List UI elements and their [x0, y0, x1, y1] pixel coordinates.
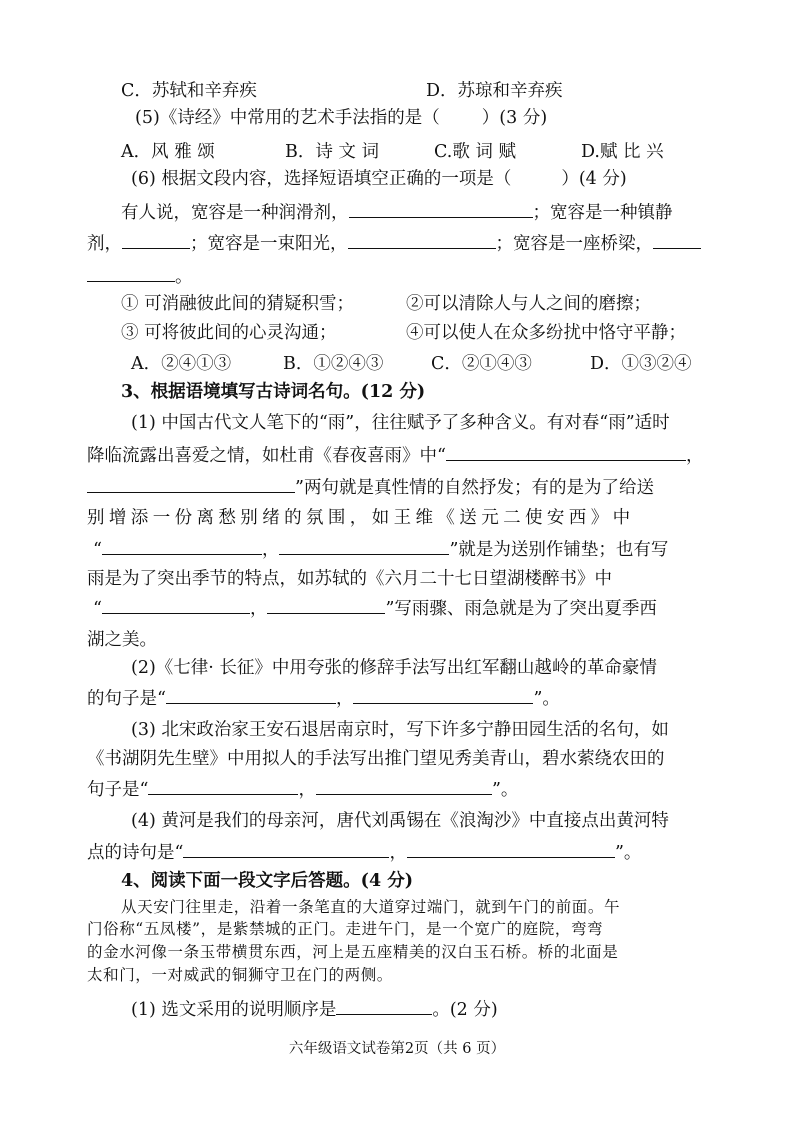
q3-p1-line6: 雨是为了突出季节的特点，如苏轼的《六月二十七日望湖楼醉书》中 [87, 569, 612, 589]
sub5-option-a: A．风 雅 颂 [121, 142, 215, 162]
q3-p1-line3: ”两句就是真性情的自然抒发；有的是为了给送 [87, 475, 654, 500]
q3-p1-line2: 降临流露出喜爱之情，如杜甫《春夜喜雨》中“ ， [87, 443, 703, 468]
q3-p2-line1: (2)《七律· 长征》中用夸张的修辞手法写出红军翻山越岭的革命豪情 [131, 658, 657, 678]
q3-p1-line4: 别增添一份离愁别绪的氛围，如王维《送元二使安西》中 [87, 508, 635, 528]
sub6-passage-line1: 有人说，宽容是一种润滑剂， ；宽容是一种镇静 [121, 200, 673, 225]
answer-blank[interactable] [349, 200, 533, 218]
answer-blank[interactable] [87, 264, 175, 282]
q4-passage-line4: 太和门，一对威武的铜狮守卫在门的两侧。 [87, 966, 393, 984]
sub5-option-b: B．诗 文 词 [285, 142, 379, 162]
answer-blank[interactable] [267, 596, 385, 614]
q4-passage-line1: 从天安门往里走，沿着一条笔直的大道穿过端门，就到午门的前面。午 [121, 898, 621, 916]
answer-blank[interactable] [166, 686, 336, 704]
answer-blank[interactable] [102, 537, 262, 555]
q4-title: 4、阅读下面一段文字后答题。(4 分) [121, 871, 414, 891]
q3-p1-line7: “ ， ”写雨骤、雨急就是为了突出夏季西 [93, 596, 657, 621]
sub6-option-d: D．①③②④ [590, 354, 692, 374]
answer-blank[interactable] [407, 840, 615, 858]
q3-p3-line3: 句子是“ ， ”。 [87, 777, 518, 802]
sub5-stem: (5)《诗经》中常用的艺术手法指的是（ ）(3 分) [135, 108, 548, 128]
answer-blank[interactable] [87, 475, 295, 493]
answer-blank[interactable] [653, 231, 701, 249]
q3-p4-line1: (4) 黄河是我们的母亲河，唐代刘禹锡在《浪淘沙》中直接点出黄河特 [131, 811, 669, 831]
sub6-option-b: B．①②④③ [283, 354, 384, 374]
sub6-passage-line2: 剂， ；宽容是一束阳光， ；宽容是一座桥梁， [87, 231, 701, 256]
q4-passage-line2: 门俗称“五凤楼”，是紫禁城的正门。走进午门，是一个宽广的庭院，弯弯 [87, 920, 604, 938]
sub5-option-c: C.歌 词 赋 [434, 142, 516, 162]
q4-passage-line3: 的金水河像一条玉带横贯东西，河上是五座精美的汉白玉石桥。桥的北面是 [87, 943, 619, 961]
answer-blank[interactable] [279, 537, 449, 555]
q3-p1-line5: “ ， ”就是为送别作铺垫；也有写 [93, 537, 668, 562]
q3-p4-line2: 点的诗句是“ ， ”。 [87, 840, 641, 865]
answer-blank[interactable] [148, 777, 298, 795]
option-c-line: C．苏轼和辛弃疾 [121, 81, 257, 101]
answer-blank[interactable] [122, 231, 190, 249]
q3-p1-line8: 湖之美。 [87, 630, 157, 650]
answer-blank[interactable] [336, 997, 432, 1015]
option-d-line: D．苏琼和辛弃疾 [426, 81, 563, 101]
page-footer: 六年级语文试卷第2页（共 6 页） [288, 1041, 506, 1057]
sub6-option-c: C．②①④③ [431, 354, 532, 374]
sub6-option-a: A．②④①③ [131, 354, 232, 374]
q3-p1-line1: (1) 中国古代文人笔下的“雨”，往往赋予了多种含义。有对春“雨”适时 [131, 413, 670, 433]
phrase-2: ②可以清除人与人之间的磨擦； [406, 294, 651, 314]
q3-p3-line1: (3) 北宋政治家王安石退居南京时，写下许多宁静田园生活的名句，如 [131, 720, 669, 740]
sub5-option-d: D.赋 比 兴 [581, 142, 664, 162]
phrase-1: ① 可消融彼此间的猜疑积雪； [121, 294, 355, 314]
sub6-passage-line3: 。 [87, 264, 193, 289]
q3-p3-line2: 《书湖阴先生壁》中用拟人的手法写出推门望见秀美青山，碧水萦绕农田的 [87, 749, 665, 769]
q4-sub1: (1) 选文采用的说明顺序是 。(2 分) [131, 997, 498, 1022]
phrase-3: ③ 可将彼此间的心灵沟通； [121, 323, 337, 343]
answer-blank[interactable] [353, 686, 533, 704]
sub6-stem: (6) 根据文段内容，选择短语填空正确的一项是（ ）(4 分) [131, 169, 627, 189]
answer-blank[interactable] [102, 596, 250, 614]
q3-title: 3、根据语境填写古诗词名句。(12 分) [121, 382, 426, 402]
answer-blank[interactable] [316, 777, 492, 795]
answer-blank[interactable] [183, 840, 389, 858]
answer-blank[interactable] [348, 231, 496, 249]
phrase-4: ④可以使人在众多纷扰中恪守平静； [406, 323, 686, 343]
answer-blank[interactable] [446, 443, 686, 461]
q3-p2-line2: 的句子是“ ， ”。 [87, 686, 560, 711]
